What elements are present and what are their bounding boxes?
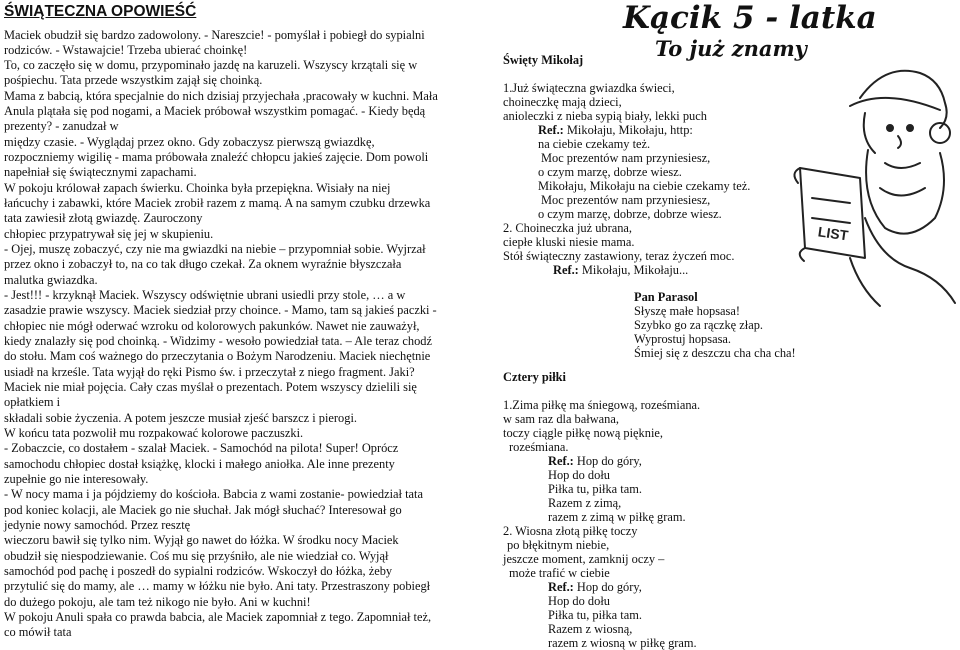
song-line: Razem z zimą, xyxy=(548,496,622,510)
story-line: składali sobie życzenia. A potem jeszcze musiał zjeść barszcz i pierogi. xyxy=(4,411,357,425)
story-line: - Jest!!! - krzyknął Maciek. Wszyscy odświętnie ubrani usiedli przy stole, … a w xyxy=(4,288,406,302)
story-line: Maciek nie miał pojęcia. Cały czas myślał o prezentach. Potem wszyscy dzielili się xyxy=(4,380,417,394)
song-line: 2. Choineczka już ubrana, xyxy=(503,221,633,235)
song-title: Święty Mikołaj xyxy=(503,53,584,67)
song-line: Ref.: Mikołaju, Mikołaju, http: xyxy=(538,123,693,137)
song-line: razem z zimą w piłkę gram. xyxy=(548,510,686,524)
song-line: Ref.: Mikołaju, Mikołaju... xyxy=(553,263,689,277)
story-line: W pokoju królował zapach świerku. Choinka była przepiękna. Wisiały na niej xyxy=(4,181,391,195)
story-line: łańcuchy i zabawki, które Maciek zrobił razem z mamą. A na samym czubku drzewka xyxy=(4,196,431,210)
song-line: Ref.: Hop do góry, xyxy=(548,580,642,594)
song-line: 1.Zima piłkę ma śniegową, roześmiana. xyxy=(503,398,701,412)
story-line: przytulić się do mamy, ale … mamy w łóżku nie było. Ani taty. Przestraszony pobiegł xyxy=(4,579,431,593)
song-line: Moc prezentów nam przyniesiesz, xyxy=(541,151,711,165)
refrain-label: Ref.: xyxy=(548,454,574,468)
refrain-label: Ref.: xyxy=(538,123,564,137)
song-line: Śmiej się z deszczu cha cha cha! xyxy=(634,346,796,360)
story-line: rodziców. - Wstawajcie! Trzeba ubierać choinkę! xyxy=(4,43,248,57)
story-line: usiadł na krześle. Tata wyjął do ręki Pismo św. i przeczytał z niego fragment. Jaki? xyxy=(4,365,415,379)
story-line: co mówił tata xyxy=(4,625,72,639)
story-line: Mama z babcią, która specjalnie do nich dzisiaj przyjechała ,pracowały w kuchni. Mała xyxy=(4,89,438,103)
song-title: Pan Parasol xyxy=(634,290,698,304)
song-line: na ciebie czekamy też. xyxy=(538,137,651,151)
story-line: W końcu tata pozwolił mu rozpakować kolorowe paczuszki. xyxy=(4,426,304,440)
story-line: prezenty? - zanudzał w xyxy=(4,119,119,133)
corner-subtitle: To już znamy xyxy=(655,36,807,61)
santa-illustration xyxy=(790,58,960,308)
story-title: ŚWIĄTECZNA OPOWIEŚĆ xyxy=(4,3,197,20)
story-line: chłopiec przypatrywał się jej w skupieniu. xyxy=(4,227,214,241)
song-line: Mikołaju, Mikołaju na ciebie czekamy też. xyxy=(538,179,751,193)
story-line: między czasie. - Wyglądaj przez okno. Gdy zobaczysz pierwszą gwiazdkę, xyxy=(4,135,375,149)
story-line: przez okno i zobaczył to, na co tak długo czekał. Za oknem wyraźnie błyszczała xyxy=(4,257,402,271)
story-line: - Ojej, muszę zobaczyć, czy nie ma gwiazdki na niebie – przypomniał sobie. Wyjrzał xyxy=(4,242,426,256)
refrain-label: Ref.: xyxy=(553,263,579,277)
story-line: W pokoju Anuli spała co prawda babcia, ale Maciek zapomniał z tego. Zapomniał też, xyxy=(4,610,432,624)
song-line: roześmiana. xyxy=(509,440,569,454)
story-line: samochód pod pachę i poszedł do sypialni rodziców. Wskoczył do łóżka, żeby xyxy=(4,564,393,578)
story-line: Anula plątała się pod nogami, a Maciek próbował wszystkim pomagać. - Kiedy będą xyxy=(4,104,426,118)
song-line: może trafić w ciebie xyxy=(509,566,610,580)
song-line: Wyprostuj hopsasa. xyxy=(634,332,731,346)
story-line: kiedy znalazły się pod choinką. - Widzimy - wesoło powiedział tata. – Ale teraz chodź xyxy=(4,334,432,348)
story-line: obudził się niespodziewanie. Coś mu się przyśniło, ale nie wiedział co. Wyjął xyxy=(4,549,389,563)
story-line: rozpoczniemy wigilię - mama próbowała znaleźć chłopcu jakieś zajęcie. Dom powoli xyxy=(4,150,429,164)
story-line: opłatkiem i xyxy=(4,395,61,409)
song-line: Piłka tu, piłka tam. xyxy=(548,608,642,622)
song-line: Stół świąteczny zastawiony, teraz życzeń moc. xyxy=(503,249,735,263)
corner-title: Kącik 5 - latka xyxy=(623,0,877,36)
story-line: chłopiec nie mógł oderwać wzroku od kolorowych pakunków. Nawet nie zauważył, xyxy=(4,319,420,333)
song-line: Razem z wiosną, xyxy=(548,622,633,636)
story-line: - W nocy mama i ja pójdziemy do kościoła. Babcia z wami zostanie- powiedział tata xyxy=(4,487,423,501)
story-line: tata zawiesił złotą gwiazdę. Zauroczony xyxy=(4,211,203,225)
story-line: do stołu. Mam coś ważnego do przeczytania o Bożym Narodzeniu. Maciek niechętnie xyxy=(4,349,431,363)
story-line: zupełnie go nie interesowały. xyxy=(4,472,149,486)
story-line: - Zobaczcie, co dostałem - szalał Maciek. - Samochód na pilota! Super! Oprócz xyxy=(4,441,399,455)
story-line: jedynie nowy samochód. Przez resztę xyxy=(4,518,191,532)
song-line: Szybko go za rączkę złap. xyxy=(634,318,764,332)
story-line: do dużego pokoju, ale tam też nikogo nie było. Ani w kuchni! xyxy=(4,595,311,609)
song-line: jeszcze moment, zamknij oczy – xyxy=(503,552,665,566)
scroll-text: LIST xyxy=(817,223,850,244)
song-line: o czym marzę, dobrze, dobrze wiesz. xyxy=(538,207,722,221)
story-line: napełniał się świątecznymi zapachami. xyxy=(4,165,197,179)
song-line: Ref.: Hop do góry, xyxy=(548,454,642,468)
story-line: To, co zaczęło się w domu, przypominało jazdę na karuzeli. Wszyscy krzątali się w xyxy=(4,58,418,72)
refrain-label: Ref.: xyxy=(548,580,574,594)
story-line: Maciek obudził się bardzo zadowolony. - Nareszcie! - pomyślał i pobiegł do sypialni xyxy=(4,28,425,42)
song-line: razem z wiosną w piłkę gram. xyxy=(548,636,697,650)
song-line: po błękitnym niebie, xyxy=(507,538,610,552)
song-line: choineczkę mają dzieci, xyxy=(503,95,622,109)
song-line: anioleczki z nieba sypią biały, lekki puch xyxy=(503,109,707,123)
story-line: wieczoru bawił się tylko nim. Wyjął go nawet do łóżka. W środku nocy Maciek xyxy=(4,533,399,547)
song-line: Hop do dołu xyxy=(548,468,610,482)
song-line: Hop do dołu xyxy=(548,594,610,608)
song-line: Moc prezentów nam przyniesiesz, xyxy=(541,193,711,207)
story-line: malutka gwiazdka. xyxy=(4,273,98,287)
story-line: pośpiechu. Tata przede wszystkim zajął się choinką. xyxy=(4,73,263,87)
story-line: pod koniec kolacji, ale Maciek go nie słuchał. Jak mógł słuchać? Interesował go xyxy=(4,503,402,517)
song-line: 2. Wiosna złotą piłkę toczy xyxy=(503,524,638,538)
song-line: o czym marzę, dobrze wiesz. xyxy=(538,165,682,179)
song-title: Cztery piłki xyxy=(503,370,566,384)
song-line: 1.Już świąteczna gwiazdka świeci, xyxy=(503,81,675,95)
song-line: Piłka tu, piłka tam. xyxy=(548,482,642,496)
song-line: ciepłe kluski niesie mama. xyxy=(503,235,635,249)
story-line: samochodu chłopiec dostał książkę, klocki i małego aniołka. Ale inne prezenty xyxy=(4,457,395,471)
song-line: toczy ciągle piłkę nową pięknie, xyxy=(503,426,663,440)
song-line: Słyszę małe hopsasa! xyxy=(634,304,740,318)
story-line: zasadzie prawie wszyscy. Maciek siedział przy choince. - Mamo, tam są jakieś paczki - xyxy=(4,303,437,317)
song-line: w sam raz dla bałwana, xyxy=(503,412,619,426)
